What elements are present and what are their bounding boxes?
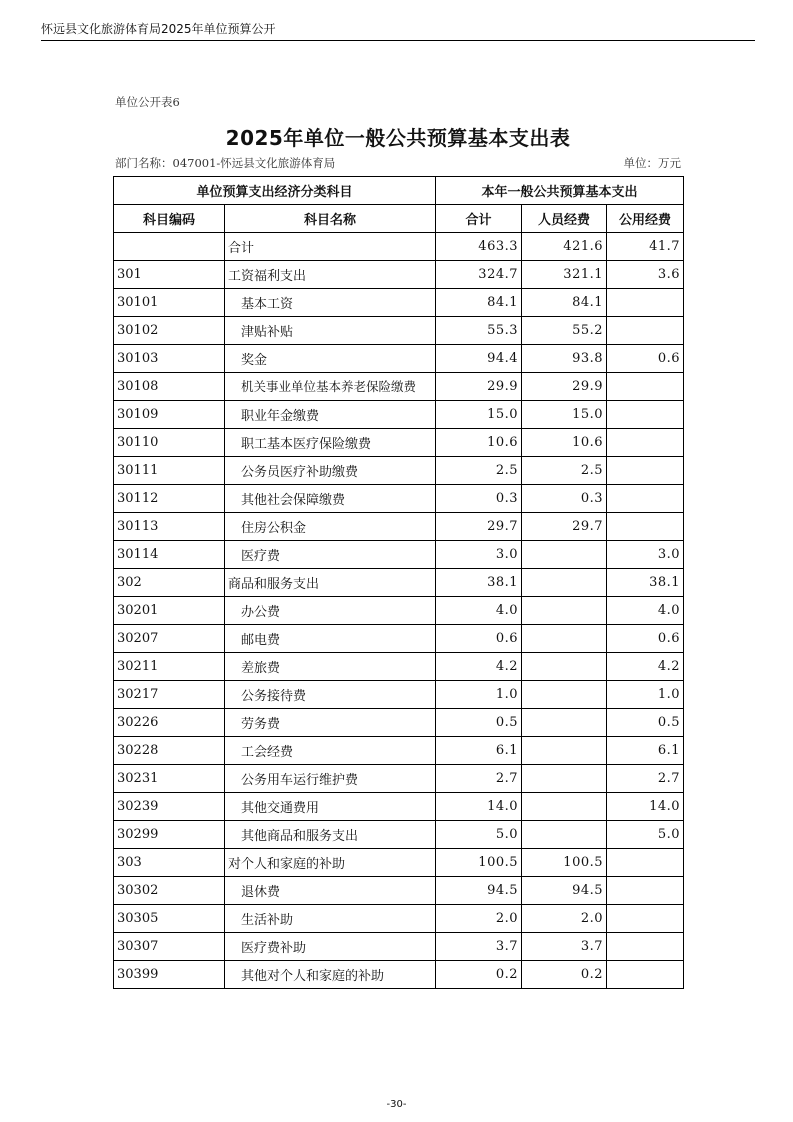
cell-name: 其他对个人和家庭的补助 (225, 961, 436, 989)
cell-name: 职业年金缴费 (225, 401, 436, 429)
cell-code: 30211 (114, 653, 225, 681)
cell-code: 30226 (114, 709, 225, 737)
cell-name: 公务用车运行维护费 (225, 765, 436, 793)
cell-public: 3.6 (607, 261, 684, 289)
table-number-label: 单位公开表6 (115, 95, 180, 109)
cell-personnel (522, 569, 607, 597)
cell-public (607, 905, 684, 933)
table-row (114, 765, 684, 793)
table-row (114, 373, 684, 401)
column-header-personnel: 人员经费 (522, 205, 607, 233)
cell-personnel (522, 821, 607, 849)
cell-total: 2.7 (436, 765, 522, 793)
cell-name: 奖金 (225, 345, 436, 373)
cell-personnel: 321.1 (522, 261, 607, 289)
cell-personnel (522, 597, 607, 625)
cell-code: 30239 (114, 793, 225, 821)
cell-public (607, 373, 684, 401)
table-row (114, 737, 684, 765)
cell-personnel: 10.6 (522, 429, 607, 457)
cell-name: 基本工资 (225, 289, 436, 317)
cell-personnel (522, 625, 607, 653)
table-row (114, 821, 684, 849)
table-row (114, 261, 684, 289)
cell-name: 邮电费 (225, 625, 436, 653)
cell-public: 3.0 (607, 541, 684, 569)
cell-name: 商品和服务支出 (225, 569, 436, 597)
cell-name: 劳务费 (225, 709, 436, 737)
table-row (114, 485, 684, 513)
cell-code: 301 (114, 261, 225, 289)
cell-total: 10.6 (436, 429, 522, 457)
cell-name: 公务员医疗补助缴费 (225, 457, 436, 485)
cell-total: 5.0 (436, 821, 522, 849)
cell-public (607, 289, 684, 317)
cell-code: 302 (114, 569, 225, 597)
table-row (114, 933, 684, 961)
cell-public: 14.0 (607, 793, 684, 821)
cell-code: 30228 (114, 737, 225, 765)
group-header-basic-expenditure: 本年一般公共预算基本支出 (436, 177, 684, 205)
cell-code: 30102 (114, 317, 225, 345)
page-number: -30- (386, 1099, 407, 1110)
cell-code: 30103 (114, 345, 225, 373)
cell-code: 30110 (114, 429, 225, 457)
cell-total: 3.0 (436, 541, 522, 569)
cell-code: 30201 (114, 597, 225, 625)
table-row (114, 513, 684, 541)
table-row (114, 569, 684, 597)
table-row (114, 597, 684, 625)
table-row (114, 877, 684, 905)
table-row (114, 905, 684, 933)
table-row (114, 233, 684, 261)
cell-name: 医疗费 (225, 541, 436, 569)
cell-code: 30207 (114, 625, 225, 653)
table-row (114, 317, 684, 345)
cell-personnel: 84.1 (522, 289, 607, 317)
group-header-classification: 单位预算支出经济分类科目 (114, 177, 436, 205)
cell-public (607, 317, 684, 345)
cell-name: 工资福利支出 (225, 261, 436, 289)
cell-name: 差旅费 (225, 653, 436, 681)
cell-personnel: 94.5 (522, 877, 607, 905)
cell-name: 其他交通费用 (225, 793, 436, 821)
cell-public (607, 961, 684, 989)
cell-code: 30299 (114, 821, 225, 849)
cell-code: 30114 (114, 541, 225, 569)
cell-code: 30113 (114, 513, 225, 541)
cell-personnel (522, 737, 607, 765)
cell-personnel (522, 681, 607, 709)
cell-personnel: 2.5 (522, 457, 607, 485)
cell-personnel: 29.9 (522, 373, 607, 401)
cell-code: 30101 (114, 289, 225, 317)
table-row (114, 429, 684, 457)
cell-code: 30399 (114, 961, 225, 989)
cell-personnel: 0.3 (522, 485, 607, 513)
column-header-public: 公用经费 (607, 205, 684, 233)
cell-name: 退休费 (225, 877, 436, 905)
cell-total: 0.6 (436, 625, 522, 653)
cell-public (607, 513, 684, 541)
cell-code: 30305 (114, 905, 225, 933)
cell-total: 3.7 (436, 933, 522, 961)
cell-public: 41.7 (607, 233, 684, 261)
cell-code: 30108 (114, 373, 225, 401)
cell-personnel (522, 793, 607, 821)
unit-label: 单位：万元 (623, 156, 681, 170)
cell-code: 30109 (114, 401, 225, 429)
cell-personnel: 0.2 (522, 961, 607, 989)
cell-name: 津贴补贴 (225, 317, 436, 345)
department-label: 部门名称：047001-怀远县文化旅游体育局 (115, 156, 336, 170)
table-row (114, 709, 684, 737)
cell-name: 其他商品和服务支出 (225, 821, 436, 849)
cell-public: 4.0 (607, 597, 684, 625)
cell-personnel: 421.6 (522, 233, 607, 261)
table-row (114, 541, 684, 569)
cell-code (114, 233, 225, 261)
cell-personnel: 55.2 (522, 317, 607, 345)
cell-name: 办公费 (225, 597, 436, 625)
cell-public (607, 849, 684, 877)
page-header: 怀远县文化旅游体育局2025年单位预算公开 (41, 20, 755, 41)
column-header-name: 科目名称 (225, 205, 436, 233)
cell-personnel (522, 709, 607, 737)
cell-personnel: 93.8 (522, 345, 607, 373)
cell-total: 0.3 (436, 485, 522, 513)
cell-total: 14.0 (436, 793, 522, 821)
table-row (114, 961, 684, 989)
cell-personnel (522, 765, 607, 793)
table-row (114, 849, 684, 877)
cell-name: 生活补助 (225, 905, 436, 933)
table-row (114, 653, 684, 681)
cell-total: 4.0 (436, 597, 522, 625)
cell-total: 29.7 (436, 513, 522, 541)
table-row (114, 457, 684, 485)
cell-public: 6.1 (607, 737, 684, 765)
table-column-header-row (114, 205, 684, 233)
cell-name: 对个人和家庭的补助 (225, 849, 436, 877)
cell-personnel: 29.7 (522, 513, 607, 541)
cell-total: 100.5 (436, 849, 522, 877)
cell-total: 94.5 (436, 877, 522, 905)
cell-code: 30307 (114, 933, 225, 961)
table-row (114, 345, 684, 373)
cell-public (607, 485, 684, 513)
cell-personnel: 100.5 (522, 849, 607, 877)
table-row (114, 401, 684, 429)
column-header-total: 合计 (436, 205, 522, 233)
cell-name: 住房公积金 (225, 513, 436, 541)
cell-total: 4.2 (436, 653, 522, 681)
cell-code: 303 (114, 849, 225, 877)
cell-total: 463.3 (436, 233, 522, 261)
table-row (114, 289, 684, 317)
cell-public (607, 429, 684, 457)
cell-code: 30302 (114, 877, 225, 905)
table-group-header-row (114, 177, 684, 205)
cell-total: 38.1 (436, 569, 522, 597)
cell-name: 公务接待费 (225, 681, 436, 709)
cell-code: 30217 (114, 681, 225, 709)
cell-personnel (522, 653, 607, 681)
cell-total: 29.9 (436, 373, 522, 401)
cell-personnel: 2.0 (522, 905, 607, 933)
cell-public: 0.6 (607, 345, 684, 373)
cell-public: 5.0 (607, 821, 684, 849)
cell-code: 30231 (114, 765, 225, 793)
cell-name: 工会经费 (225, 737, 436, 765)
column-header-code: 科目编码 (114, 205, 225, 233)
cell-name: 其他社会保障缴费 (225, 485, 436, 513)
cell-public (607, 877, 684, 905)
cell-total: 1.0 (436, 681, 522, 709)
cell-total: 324.7 (436, 261, 522, 289)
cell-public: 38.1 (607, 569, 684, 597)
cell-public: 0.5 (607, 709, 684, 737)
page-title: 2025年单位一般公共预算基本支出表 (225, 126, 571, 150)
table-row (114, 793, 684, 821)
cell-total: 84.1 (436, 289, 522, 317)
cell-public: 0.6 (607, 625, 684, 653)
cell-name: 合计 (225, 233, 436, 261)
cell-public: 4.2 (607, 653, 684, 681)
cell-public (607, 401, 684, 429)
cell-total: 94.4 (436, 345, 522, 373)
cell-name: 机关事业单位基本养老保险缴费 (225, 373, 436, 401)
cell-total: 0.5 (436, 709, 522, 737)
cell-public: 2.7 (607, 765, 684, 793)
cell-public (607, 933, 684, 961)
cell-total: 2.0 (436, 905, 522, 933)
cell-total: 2.5 (436, 457, 522, 485)
cell-total: 6.1 (436, 737, 522, 765)
cell-code: 30111 (114, 457, 225, 485)
budget-table (113, 176, 684, 989)
cell-total: 0.2 (436, 961, 522, 989)
table-row (114, 625, 684, 653)
cell-total: 55.3 (436, 317, 522, 345)
cell-name: 职工基本医疗保险缴费 (225, 429, 436, 457)
cell-public: 1.0 (607, 681, 684, 709)
cell-total: 15.0 (436, 401, 522, 429)
table-row (114, 681, 684, 709)
cell-personnel: 3.7 (522, 933, 607, 961)
cell-personnel (522, 541, 607, 569)
cell-personnel: 15.0 (522, 401, 607, 429)
cell-code: 30112 (114, 485, 225, 513)
cell-public (607, 457, 684, 485)
cell-name: 医疗费补助 (225, 933, 436, 961)
